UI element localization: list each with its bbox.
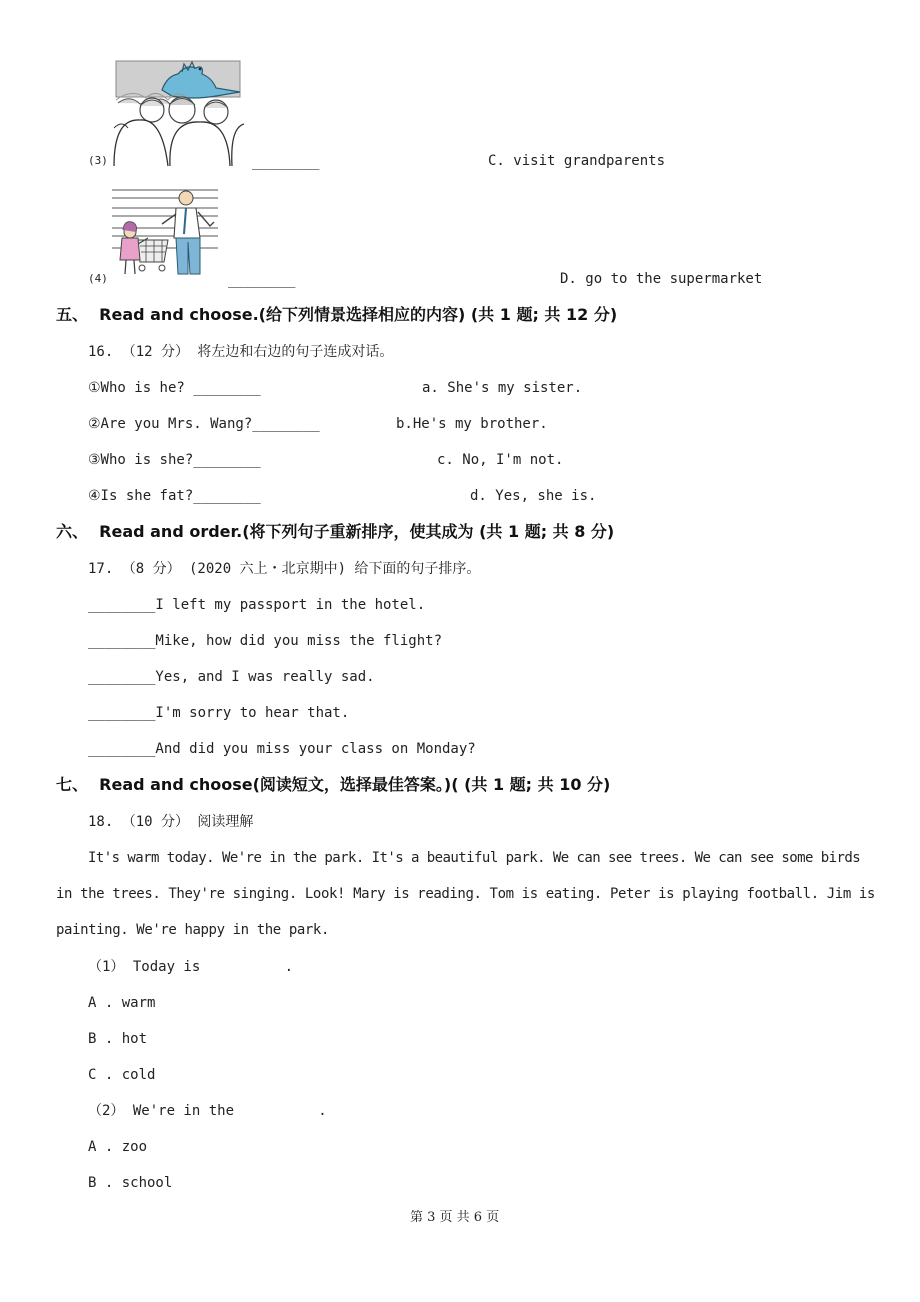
question-label: 16. （12 分） 将左边和右边的句子连成对话。	[88, 344, 394, 360]
supermarket-picture	[110, 186, 222, 278]
page-footer: 第 3 页 共 6 页	[410, 1210, 500, 1225]
order-sentence: ________Mike, how did you miss the flight?	[88, 633, 443, 649]
section-heading: 七、 Read and choose(阅读短文，选择最佳答案。)( (共 1 题; 共 10 分)	[56, 775, 611, 794]
left-sentence: ③Who is she?________	[88, 452, 261, 468]
order-sentence: ________And did you miss your class on Monday?	[88, 741, 476, 757]
item-number: (4)	[88, 272, 108, 285]
dinosaur-museum-picture	[112, 58, 246, 170]
answer-option[interactable]: B . school	[88, 1175, 173, 1191]
right-sentence: b.He's my brother.	[396, 416, 548, 432]
answer-option[interactable]: A . zoo	[88, 1139, 148, 1155]
question-label: 17. （8 分） (2020 六上・北京期中) 给下面的句子排序。	[88, 561, 481, 577]
right-sentence: c. No, I'm not.	[437, 452, 564, 468]
order-sentence: ________I left my passport in the hotel.	[88, 597, 426, 613]
order-sentence: ________I'm sorry to hear that.	[88, 705, 350, 721]
answer-option[interactable]: B . hot	[88, 1031, 148, 1047]
answer-blank[interactable]: ________	[252, 154, 320, 170]
section-heading: 五、 Read and choose.(给下列情景选择相应的内容) (共 1 题; 共 12 分)	[56, 305, 618, 324]
left-sentence: ②Are you Mrs. Wang?________	[88, 416, 320, 432]
passage-line: in the trees. They're singing. Look! Mary is reading. Tom is eating. Peter is playing football. Jim is	[56, 886, 875, 902]
section-heading: 六、 Read and order.(将下列句子重新排序，使其成为 (共 1 题; 共 8 分)	[56, 522, 615, 541]
right-sentence: d. Yes, she is.	[470, 488, 597, 504]
question-label: 18. （10 分） 阅读理解	[88, 814, 254, 830]
passage-line: It's warm today. We're in the park. It's a beautiful park. We can see trees. We can see some birds	[88, 850, 861, 866]
option-text: D. go to the supermarket	[560, 271, 763, 287]
passage-line: painting. We're happy in the park.	[56, 922, 329, 938]
answer-option[interactable]: A . warm	[88, 995, 156, 1011]
answer-blank[interactable]: ________	[228, 272, 296, 288]
option-text: C. visit grandparents	[488, 153, 666, 169]
answer-option[interactable]: C . cold	[88, 1067, 156, 1083]
order-sentence: ________Yes, and I was really sad.	[88, 669, 375, 685]
sub-question-stem: （1） Today is .	[88, 959, 294, 975]
left-sentence: ④Is she fat?________	[88, 488, 261, 504]
item-number: (3)	[88, 154, 108, 167]
sub-question-stem: （2） We're in the .	[88, 1103, 327, 1119]
left-sentence: ①Who is he? ________	[88, 380, 261, 396]
right-sentence: a. She's my sister.	[422, 380, 583, 396]
